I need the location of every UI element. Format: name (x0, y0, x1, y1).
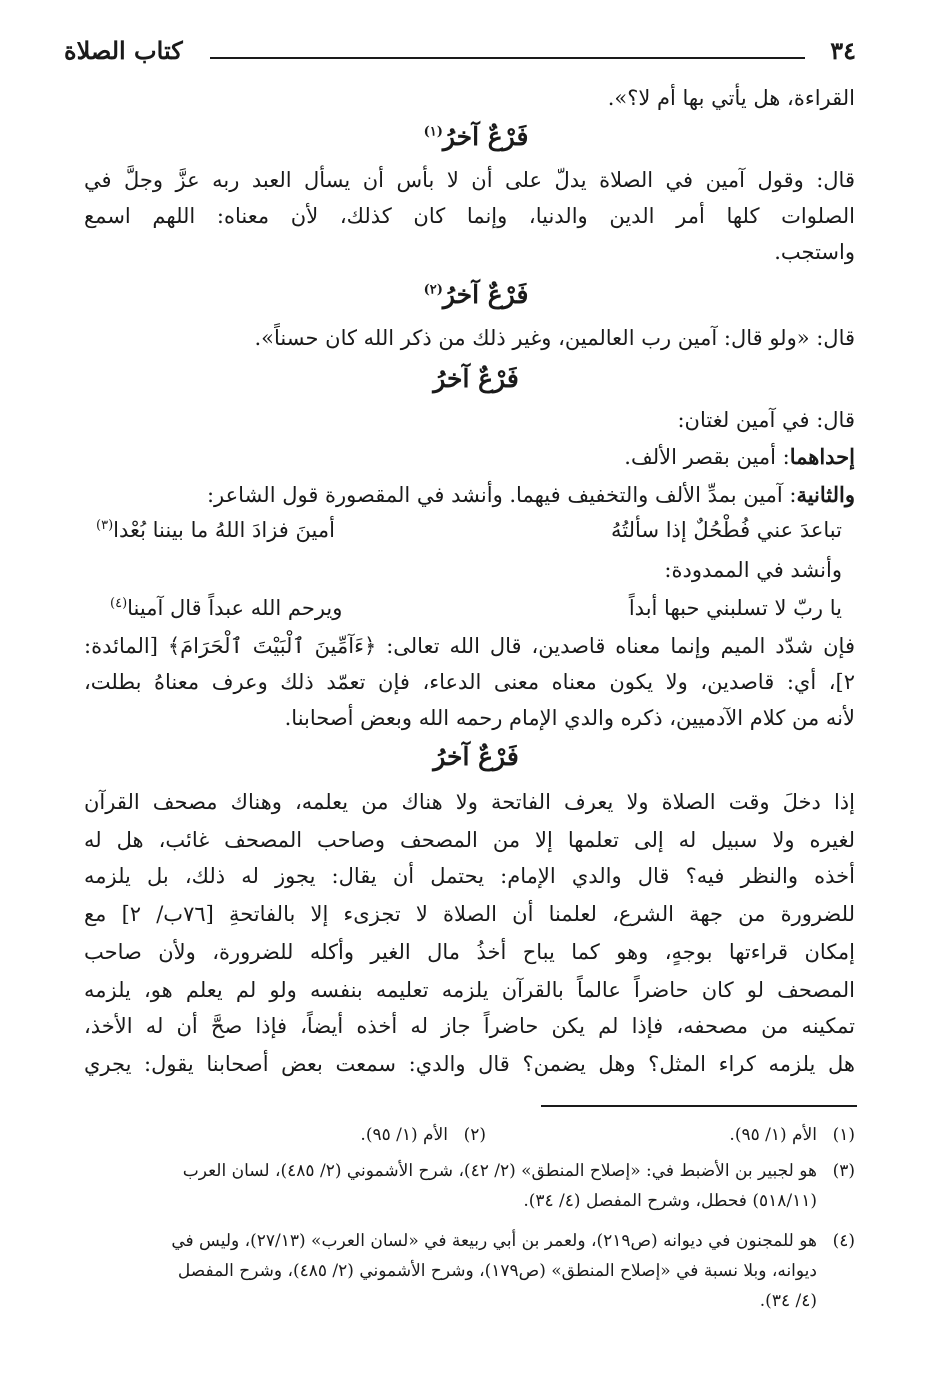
text-line: ٢]، أي: قاصدين، ولا يكون معناه معنى الدعاء، فإن تعمّد ذلك وعرف معناهُ بطلت، (84, 670, 855, 694)
heading-text: فَرْعٌ آخرُ (433, 364, 519, 393)
section-heading (0, 122, 952, 151)
text-line: للضرورة من جهة الشرع، لعلمنا أن الصلاة لا تجزىء إلا بالفاتحةِ [٧٦ب/ ٢] مع (84, 902, 855, 926)
header-rule (210, 57, 805, 59)
term-text: : آمين بمدِّ الألف والتخفيف فيهما. وأنشد في المقصورة قول الشاعر: (206, 483, 797, 507)
heading-text: فَرْعٌ آخرُ (433, 742, 519, 771)
verse-first-hemistich: يا ربّ لا تسلبني حبها أبداً (628, 596, 842, 620)
verse-second-hemistich (96, 518, 335, 542)
footnote-ref: (٣) (96, 518, 114, 533)
footnote-text: الأم (١/ ٩٥). (360, 1125, 448, 1145)
term-label: والثانية (796, 482, 855, 507)
footnote-number: (١) (832, 1125, 855, 1145)
text-line: وأنشد في الممدودة: (664, 558, 842, 582)
footnote-ref: (٢) (423, 282, 443, 298)
text-line: لأنه من كلام الآدميين، ذكره والدي الإمام رحمه الله وبعض أصحابنا. (284, 706, 855, 730)
text-line: قال: وقول آمين في الصلاة يدلّ على أن لا بأس أن يسأل العبد ربه عزَّ وجلَّ في (84, 168, 855, 192)
term-label: إحداهما (789, 444, 855, 469)
verse-first-hemistich: تباعدَ عني فُطْحُلٌ إذا سألتُهُ (611, 518, 842, 542)
footnote-ref: (١) (423, 124, 443, 140)
text-line: إذا دخلَ وقت الصلاة ولا يعرف الفاتحة ولا هناك من يعلمه، وهناك مصحف القرآن (84, 790, 855, 814)
verse-second-hemistich (110, 596, 342, 620)
footnote-text: ديوانه، وبلا نسبة في «إصلاح المنطق» (ص١٧٩)، وشرح الأشموني (٢/ ٤٨٥)، وشرح المفصل (177, 1261, 817, 1281)
text-line: الصلوات كلها أمر الدين والدنيا، وإنما كان كذلك، لأن معناه: اللهم اسمع (84, 204, 855, 228)
footnote-number: (٤) (832, 1231, 855, 1251)
text-line: تمكينه من مصحفه، فإذا لم يكن حاضراً جاز له أخذه أيضاً، فإذا صحَّ أن له الأخذ، (84, 1014, 855, 1038)
text-line: إمكان قراءتها بوجهٍ، وهو كما يباح أخذُ مال الغير وأكله للضرورة، ولأن صاحب (84, 940, 855, 964)
footnote-number: (٣) (832, 1161, 855, 1181)
text-line: القراءة، هل يأتي بها أم لا؟». (607, 86, 855, 110)
footnote-text: (٤/ ٣٤). (759, 1291, 817, 1311)
footnote-ref: (٤) (110, 596, 128, 611)
text-line (624, 444, 855, 469)
verse-text: أمينَ فزادَ اللهُ ما بيننا بُعْدا (113, 518, 335, 542)
heading-text: فَرْعٌ آخرُ (442, 122, 529, 151)
section-heading (0, 742, 952, 771)
section-heading (0, 280, 952, 309)
text-line: واستجب. (774, 240, 855, 264)
text-line: المصحف لو كان حاضراً عالماً بالقرآن يلزمه تعليمه بنفسه ولو لم يعلم هو، يلزمه (84, 978, 855, 1002)
text-line: قال: «ولو قال: آمين رب العالمين، وغير ذلك من ذكر الله كان حسناً». (254, 326, 855, 350)
text-line: فإن شدّد الميم وإنما معناه قاصدين، قال الله تعالى: ﴿ءَآمِّينَ ٱلْبَيْتَ ٱلْحَرَامَ﴾ [المائدة: (84, 634, 855, 658)
page-number: ٣٤ (830, 36, 856, 65)
term-text: : أمين بقصر الألف. (624, 445, 790, 469)
footnote-rule (541, 1105, 857, 1107)
heading-text: فَرْعٌ آخرُ (442, 280, 529, 309)
text-line: قال: في آمين لغتان: (677, 408, 855, 432)
footnote-text: هو للمجنون في ديوانه (ص٢١٩)، ولعمر بن أبي ربيعة في «لسان العرب» (٢٧/١٣)، وليس في (171, 1231, 817, 1251)
text-line (207, 482, 855, 507)
footnote-text: (٥١٨/١١) فحطل، وشرح المفصل (٤/ ٣٤). (523, 1191, 817, 1211)
running-title: كتاب الصلاة (64, 36, 183, 65)
text-line: لغيره ولا سبيل له إلى تعلمها إلا من المصحف وصاحب المصحف غائب، هل له (84, 828, 855, 852)
text-line: هل يلزمه كراء المثل؟ وهل يضمن؟ قال والدي: سمعت بعض أصحابنا يقول: يجري (84, 1052, 855, 1076)
footnote-text: هو لجبير بن الأضبط في: «إصلاح المنطق» (٢/ ٤٢)، شرح الأشموني (٢/ ٤٨٥)، لسان العرب (182, 1161, 817, 1181)
footnote-text: الأم (١/ ٩٥). (729, 1125, 817, 1145)
section-heading (0, 364, 952, 393)
verse-text: ويرحم الله عبداً قال آمينا (127, 596, 343, 620)
text-line: أخذه والنظر فيه؟ قال والدي الإمام: يحتمل أن يقال: يجوز له ذلك، بل يلزمه (84, 864, 855, 888)
footnote-number: (٢) (463, 1125, 486, 1145)
